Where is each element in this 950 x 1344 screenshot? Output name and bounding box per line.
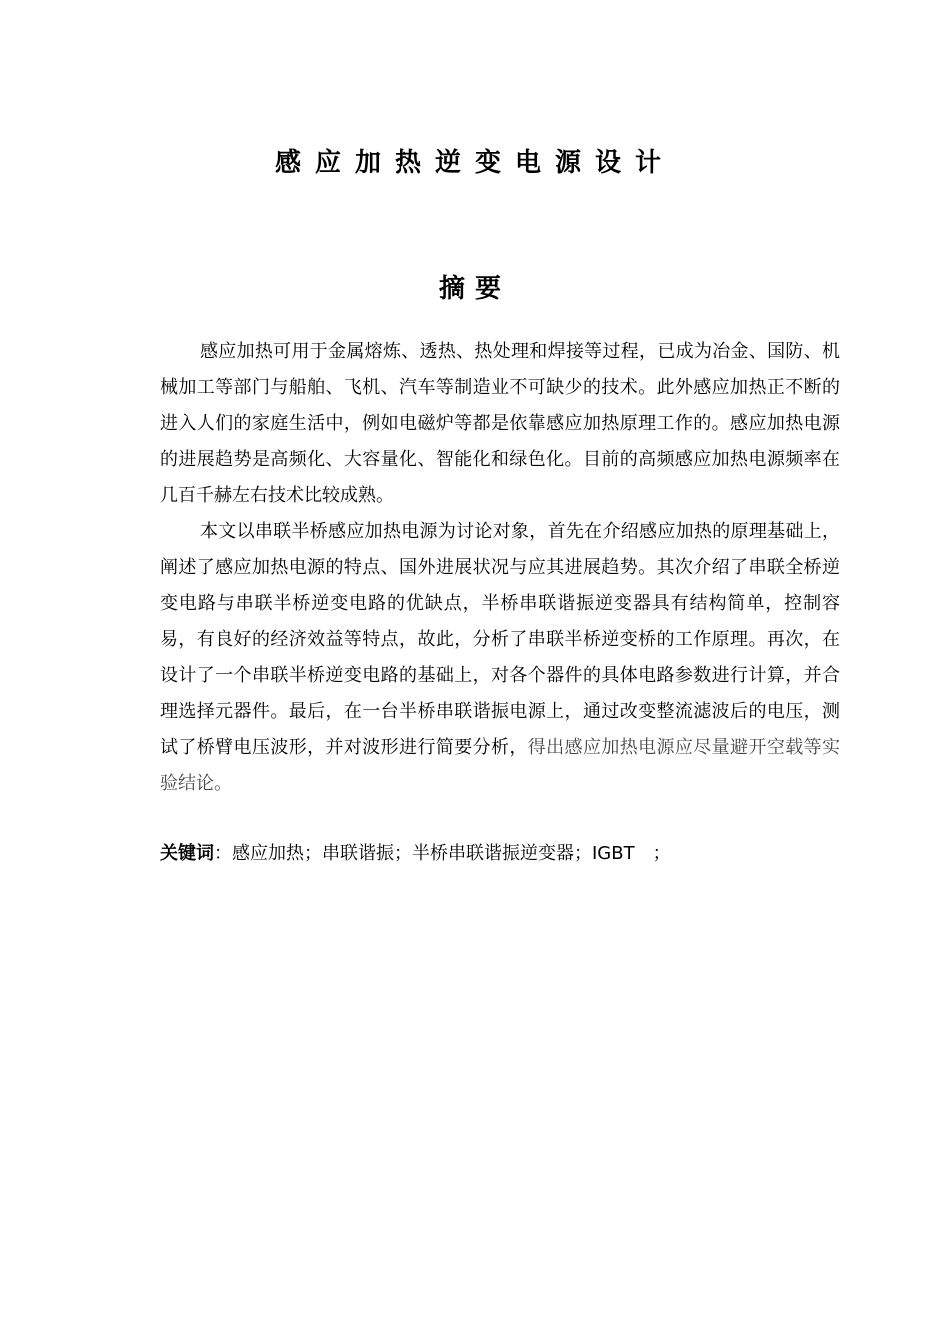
- keywords-line: [160, 836, 840, 872]
- abstract-body: [160, 334, 840, 802]
- abstract-paragraph-2-tail: 得出感应加热电源应尽量避开空载等实验结论。: [160, 737, 841, 794]
- abstract-paragraph-2-main: 本文以串联半桥感应加热电源为讨论对象，首先在介绍感应加热的原理基础上，阐述了感应加热电源的特点、国外进展状况与应其进展趋势。其次介绍了串联全桥逆变电路与串联半桥逆变电路的优缺点，半桥串联谐振逆变器具有结构简单，控制容易，有良好的经济效益等特点，故此，分析了串联半桥逆变桥的工作原理。再次，在设计了一个串联半桥逆变电路的基础上，对各个器件的具体电路参数进行计算，并合理选择元器件。最后，在一台半桥串联谐振电源上，通过改变整流滤波后的电压，测试了桥臂电压波形，并对波形进行简要分析，: [160, 521, 840, 758]
- document-title: 感应加热逆变电源设计: [274, 148, 675, 178]
- keywords-separator: ：: [214, 843, 232, 864]
- abstract-heading: 摘要: [438, 274, 511, 304]
- keywords-text: 感应加热；串联谐振；半桥串联谐振逆变器；IGBT ；: [232, 843, 671, 864]
- abstract-paragraph-2: [160, 514, 840, 802]
- abstract-paragraph-1: 感应加热可用于金属熔炼、透热、热处理和焊接等过程，已成为冶金、国防、机械加工等部门与船舶、飞机、汽车等制造业不可缺少的技术。此外感应加热正不断的进入人们的家庭生活中，例如电磁炉等都是依靠感应加热原理工作的。感应加热电源的进展趋势是高频化、大容量化、智能化和绿色化。目前的高频感应加热电源频率在几百千赫左右技术比较成熟。: [160, 341, 840, 506]
- keywords-label: 关键词: [160, 843, 214, 864]
